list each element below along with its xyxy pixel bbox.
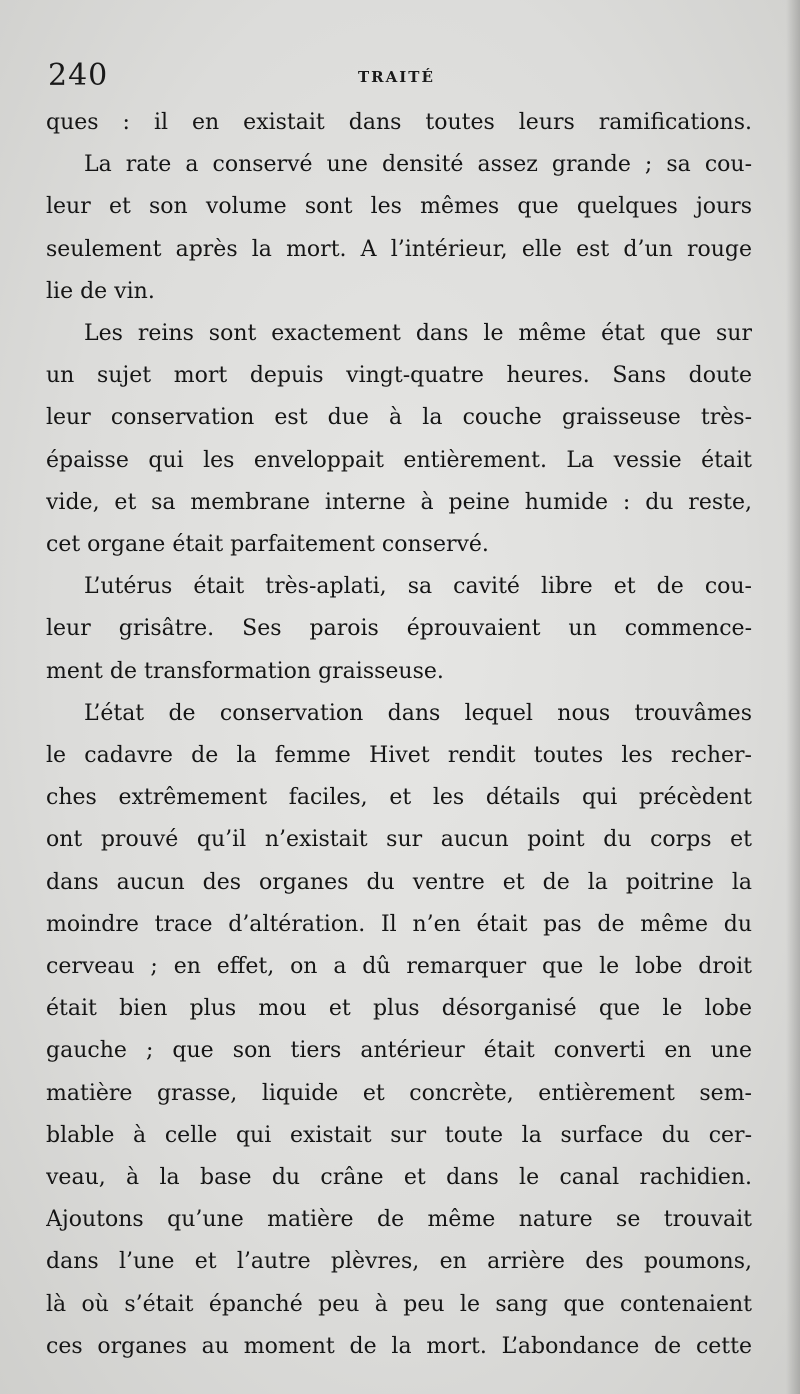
- text-line: seulement après la mort. A l’intérieur, elle est d’un rouge: [46, 236, 752, 262]
- text-line: là où s’était épanché peu à peu le sang que contenaient: [46, 1291, 752, 1317]
- paragraph: [46, 566, 752, 693]
- page-edge-shadow: [786, 0, 800, 1394]
- paragraph: [46, 693, 752, 1368]
- text-line: dans l’une et l’autre plèvres, en arrière des poumons,: [46, 1249, 752, 1275]
- text-line: lie de vin.: [46, 278, 155, 304]
- text-line: La rate a conservé une densité assez grande ; sa cou-: [84, 152, 752, 178]
- text-line: ont prouvé qu’il n’existait sur aucun point du corps et: [46, 827, 752, 853]
- body-text: [46, 102, 752, 1368]
- running-head: TRAITÉ: [358, 68, 435, 86]
- text-line: leur et son volume sont les mêmes que quelques jours: [46, 194, 752, 220]
- text-line: épaisse qui les enveloppait entièrement. La vessie était: [46, 447, 752, 473]
- page-header: [48, 58, 748, 98]
- page-number: 240: [48, 58, 109, 93]
- text-line: L’état de conservation dans lequel nous trouvâmes: [84, 700, 752, 726]
- text-line: un sujet mort depuis vingt-quatre heures. Sans doute: [46, 363, 752, 389]
- text-line: ches extrêmement faciles, et les détails qui précèdent: [46, 785, 752, 811]
- paragraph: [46, 144, 752, 313]
- paragraph: [46, 313, 752, 566]
- text-line: Les reins sont exactement dans le même état que sur: [84, 321, 752, 347]
- text-line: moindre trace d’altération. Il n’en était pas de même du: [46, 911, 752, 937]
- text-line: était bien plus mou et plus désorganisé que le lobe: [46, 996, 752, 1022]
- text-line: ques : il en existait dans toutes leurs ramifications.: [46, 110, 752, 135]
- text-line: leur grisâtre. Ses parois éprouvaient un commence-: [46, 616, 752, 642]
- text-line: veau, à la base du crâne et dans le canal rachidien.: [46, 1165, 752, 1191]
- text-line: blable à celle qui existait sur toute la surface du cer-: [46, 1122, 752, 1148]
- text-line: cerveau ; en effet, on a dû remarquer que le lobe droit: [46, 954, 752, 980]
- text-line: vide, et sa membrane interne à peine humide : du reste,: [46, 489, 752, 515]
- text-line: matière grasse, liquide et concrète, entièrement sem-: [46, 1080, 752, 1106]
- text-line: ment de transformation graisseuse.: [46, 658, 444, 684]
- text-line: leur conservation est due à la couche graisseuse très-: [46, 405, 752, 431]
- text-line: ces organes au moment de la mort. L’abondance de cette: [46, 1333, 752, 1359]
- text-line: cet organe était parfaitement conservé.: [46, 532, 489, 558]
- paragraph: [46, 102, 752, 144]
- text-line: gauche ; que son tiers antérieur était converti en une: [46, 1038, 752, 1064]
- text-line: dans aucun des organes du ventre et de la poitrine la: [46, 869, 752, 895]
- text-line: le cadavre de la femme Hivet rendit toutes les recher-: [46, 743, 752, 769]
- text-line: Ajoutons qu’une matière de même nature se trouvait: [46, 1207, 752, 1233]
- text-line: L’utérus était très-aplati, sa cavité libre et de cou-: [84, 574, 752, 600]
